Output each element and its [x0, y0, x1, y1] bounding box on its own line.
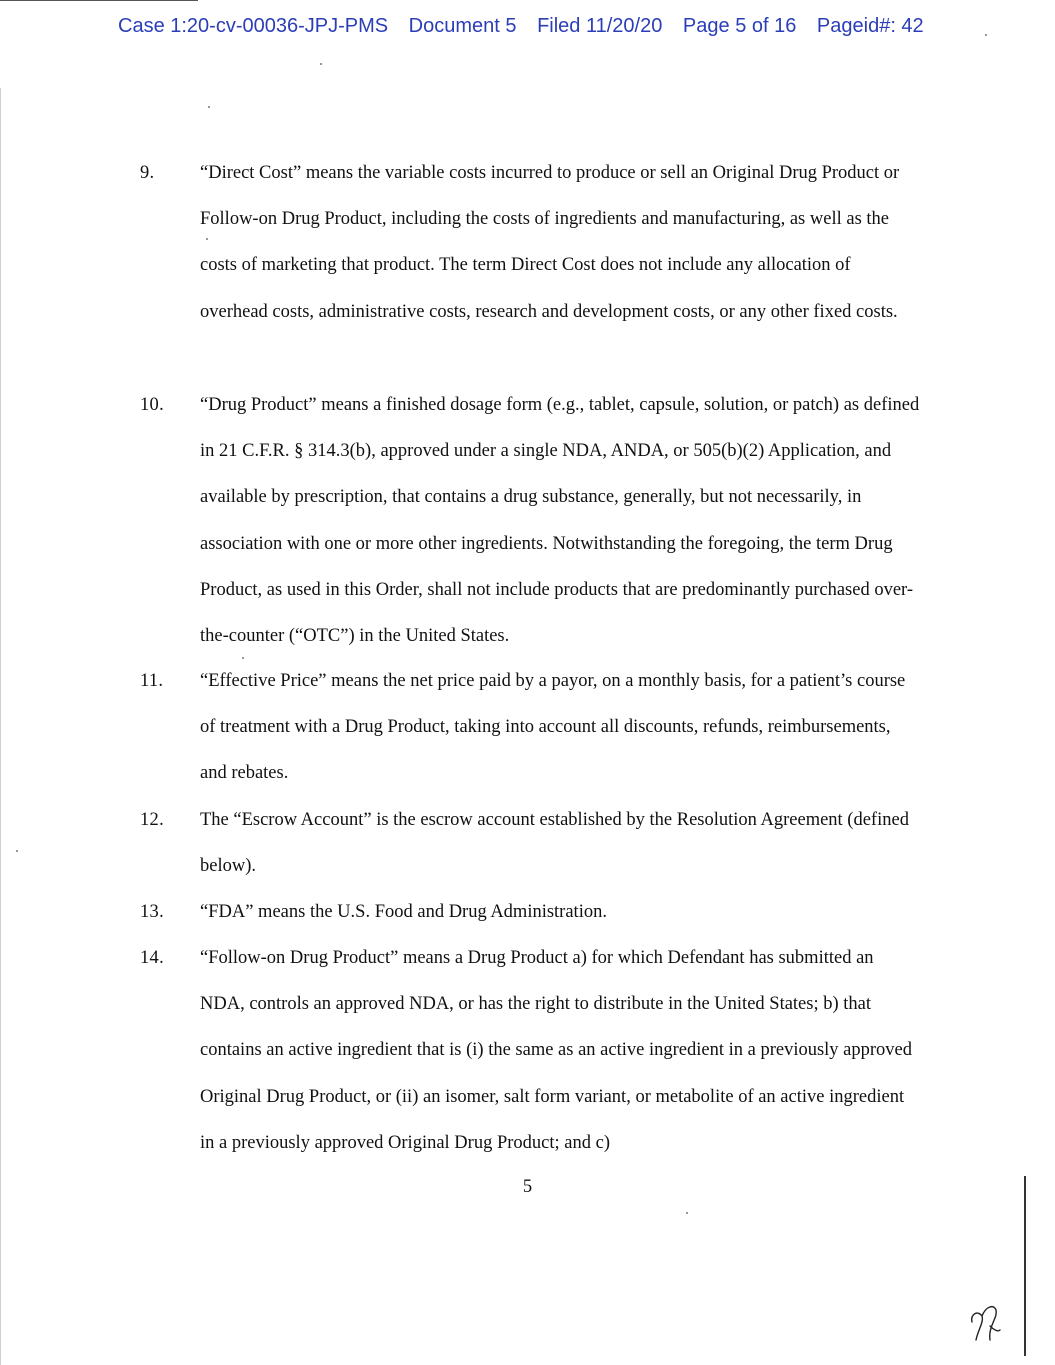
item-number: 11. [140, 671, 164, 691]
scan-speck [320, 63, 322, 65]
right-scan-edge [1024, 1176, 1026, 1356]
item-text: “Follow-on Drug Product” means a Drug Product a) for which Defendant has submitted an NDA, controls an approved NDA, or has the right to distribute in the United States; b) that contains an active ingredient that is (i) the same as an active ingredient in a previously approved Original Drug Product, or (ii) an isomer, salt form variant, or metabolite of an active ingredient in a previously approved Original Drug Product; and c) [200, 948, 913, 1153]
scan-speck [208, 106, 210, 108]
header-case-number: Case 1:20-cv-00036-JPJ-PMS [118, 15, 389, 37]
handwritten-initials [968, 1296, 1002, 1346]
item-number: 14. [140, 948, 165, 968]
scan-speck [686, 1212, 688, 1214]
filing-header [118, 15, 939, 38]
item-number: 9. [140, 163, 155, 183]
item-text: “Direct Cost” means the variable costs incurred to produce or sell an Original Drug Product or Follow-on Drug Product, including the costs of ingredients and manufacturing, as well as the costs of marketing that product. The term Direct Cost does not include any allocation of overhead costs, administrative costs, research and development costs, or any other fixed costs. [200, 163, 900, 322]
item-number: 10. [140, 395, 165, 415]
header-page: Page 5 of 16 [682, 15, 797, 37]
top-border-line [0, 0, 198, 1]
left-scan-edge [0, 88, 1, 1365]
header-filed-date: Filed 11/20/20 [537, 15, 663, 37]
scan-speck [985, 34, 987, 36]
item-number: 13. [140, 902, 165, 922]
header-document: Document 5 [408, 15, 517, 37]
page-number: 5 [522, 1177, 533, 1197]
item-number: 12. [140, 810, 165, 830]
item-text: “Drug Product” means a finished dosage form (e.g., tablet, capsule, solution, or patch) as defined in 21 C.F.R. § 314.3(b), approved under a single NDA, ANDA, or 505(b)(2) Application, and available by prescription, that contains a drug substance, generally, but not necessarily, in association with one or more other ingredients. Notwithstanding the foregoing, the term Drug Product, as used in this Order, shall not include products that are predominantly purchased over-the-counter (“OTC”) in the United States. [200, 395, 920, 647]
item-text: The “Escrow Account” is the escrow account established by the Resolution Agreement (defined below). [200, 810, 909, 877]
scan-speck [16, 850, 18, 852]
item-text: “Effective Price” means the net price paid by a payor, on a monthly basis, for a patient’s course of treatment with a Drug Product, taking into account all discounts, refunds, reimbursements, and rebates. [200, 671, 906, 784]
header-pageid: Pageid#: 42 [816, 15, 924, 37]
item-text: “FDA” means the U.S. Food and Drug Administration. [200, 902, 607, 922]
scan-speck [242, 657, 244, 659]
scan-speck [206, 238, 208, 240]
